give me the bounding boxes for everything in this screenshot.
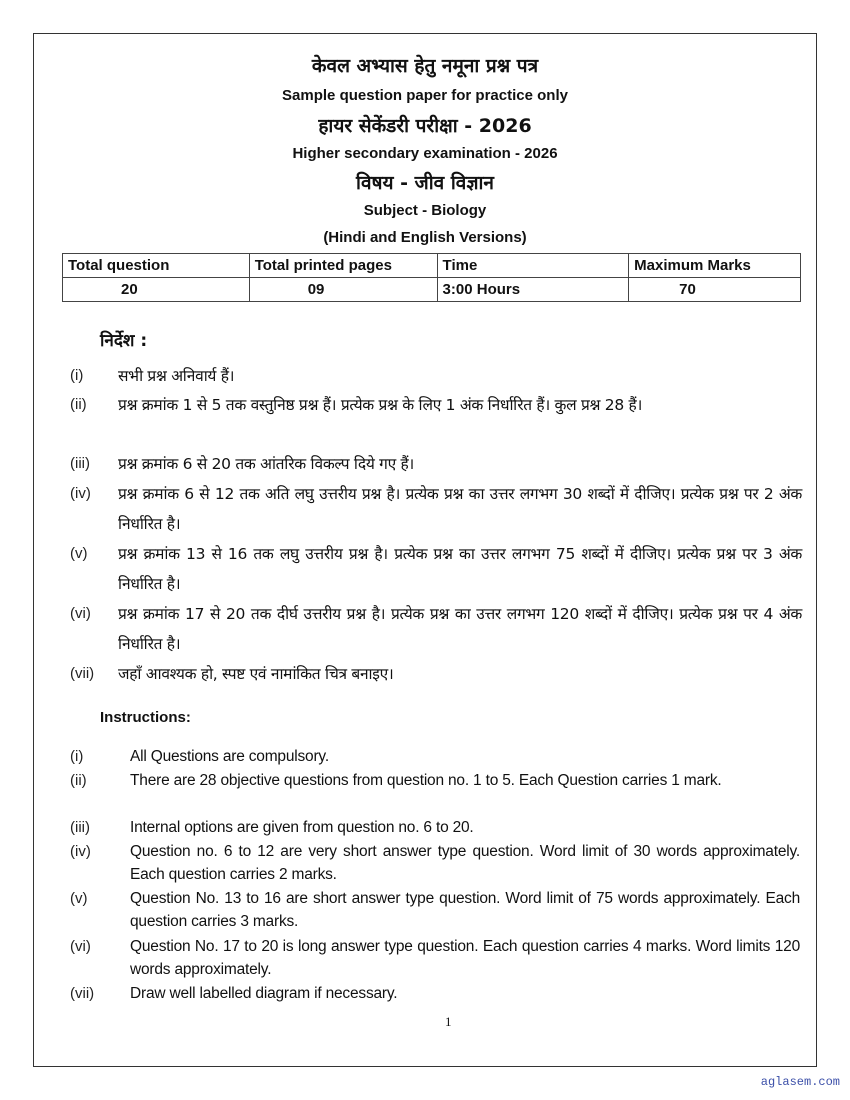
item-number: (v): [70, 890, 88, 907]
item-number: (vi): [70, 605, 91, 622]
item-text: प्रश्न क्रमांक 13 से 16 तक लघु उत्तरीय प्रश्न है। प्रत्येक प्रश्न का उत्तर लगभग 75 शब्दों में दीजिए। प्रत्येक प्रश्न पर 3 अंक निर्धारित है।: [118, 545, 802, 593]
english-subject: Subject - Biology: [363, 202, 487, 219]
value-total-pages: 09: [249, 278, 437, 302]
item-number: (vii): [70, 665, 95, 682]
item-text: प्रश्न क्रमांक 17 से 20 तक दीर्घ उत्तरीय प्रश्न है। प्रत्येक प्रश्न का उत्तर लगभग 120 शब्दों में दीजिए। प्रत्येक प्रश्न पर 4 अंक निर्धारित है।: [118, 605, 802, 653]
english-title: Sample question paper for practice only: [282, 87, 568, 104]
item-text: Draw well labelled diagram if necessary.: [130, 985, 398, 1002]
hindi-subject: विषय - जीव विज्ञान: [356, 172, 494, 194]
item-text: Internal options are given from question no. 6 to 20.: [130, 819, 474, 836]
item-number: (iii): [70, 819, 90, 836]
item-number: (vi): [70, 938, 91, 955]
value-time: 3:00 Hours: [437, 278, 629, 302]
header-total-question: Total question: [63, 254, 250, 278]
item-text: प्रश्न क्रमांक 1 से 5 तक वस्तुनिष्ठ प्रश्न हैं। प्रत्येक प्रश्न के लिए 1 अंक निर्धारित हैं। कुल प्रश्न 28 हैं।: [118, 396, 643, 414]
table-header-row: [63, 254, 801, 278]
item-text: Question no. 6 to 12 are very short answer type question. Word limit of 30 words approximately. Each question carries 2 marks.: [130, 843, 800, 883]
item-number: (ii): [70, 396, 87, 413]
item-text: प्रश्न क्रमांक 6 से 20 तक आंतरिक विकल्प दिये गए हैं।: [118, 455, 415, 473]
hindi-title: केवल अभ्यास हेतु नमूना प्रश्न पत्र: [311, 55, 539, 77]
item-number: (iv): [70, 843, 91, 860]
value-total-question: 20: [63, 278, 250, 302]
hindi-instructions-heading: निर्देश :: [100, 331, 148, 351]
item-text: All Questions are compulsory.: [130, 748, 329, 765]
header-maximum-marks: Maximum Marks: [629, 254, 801, 278]
item-number: (i): [70, 748, 84, 765]
exam-info-table: [62, 253, 801, 302]
item-number: (i): [70, 367, 84, 384]
item-text: Question No. 17 to 20 is long answer type question. Each question carries 4 marks. Word limits 120 words approximately.: [130, 938, 800, 978]
watermark-text: aglasem.com: [760, 1075, 840, 1089]
page-number: 1: [445, 1014, 452, 1029]
header-time: Time: [437, 254, 629, 278]
item-text: Question No. 13 to 16 are short answer type question. Word limit of 75 words approximately. Each question carries 3 marks.: [130, 890, 800, 930]
item-text: प्रश्न क्रमांक 6 से 12 तक अति लघु उत्तरीय प्रश्न है। प्रत्येक प्रश्न का उत्तर लगभग 30 शब्दों में दीजिए। प्रत्येक प्रश्न पर 2 अंक निर्धारित है।: [118, 485, 802, 533]
value-maximum-marks: 70: [629, 278, 801, 302]
item-text: जहाँ आवश्यक हो, स्पष्ट एवं नामांकित चित्र बनाइए।: [118, 665, 394, 683]
item-number: (vii): [70, 985, 95, 1002]
item-text: सभी प्रश्न अनिवार्य हैं।: [118, 367, 235, 385]
item-number: (iv): [70, 485, 91, 502]
versions-note: (Hindi and English Versions): [323, 229, 527, 246]
table-value-row: [63, 278, 801, 302]
english-instructions-heading: Instructions:: [100, 709, 191, 726]
hindi-exam-title: हायर सेकेंडरी परीक्षा - 2026: [318, 115, 532, 137]
item-number: (ii): [70, 772, 87, 789]
item-number: (v): [70, 545, 88, 562]
english-exam-title: Higher secondary examination - 2026: [292, 145, 558, 162]
header-total-pages: Total printed pages: [249, 254, 437, 278]
item-text: There are 28 objective questions from question no. 1 to 5. Each Question carries 1 mark.: [130, 772, 722, 789]
item-number: (iii): [70, 455, 90, 472]
